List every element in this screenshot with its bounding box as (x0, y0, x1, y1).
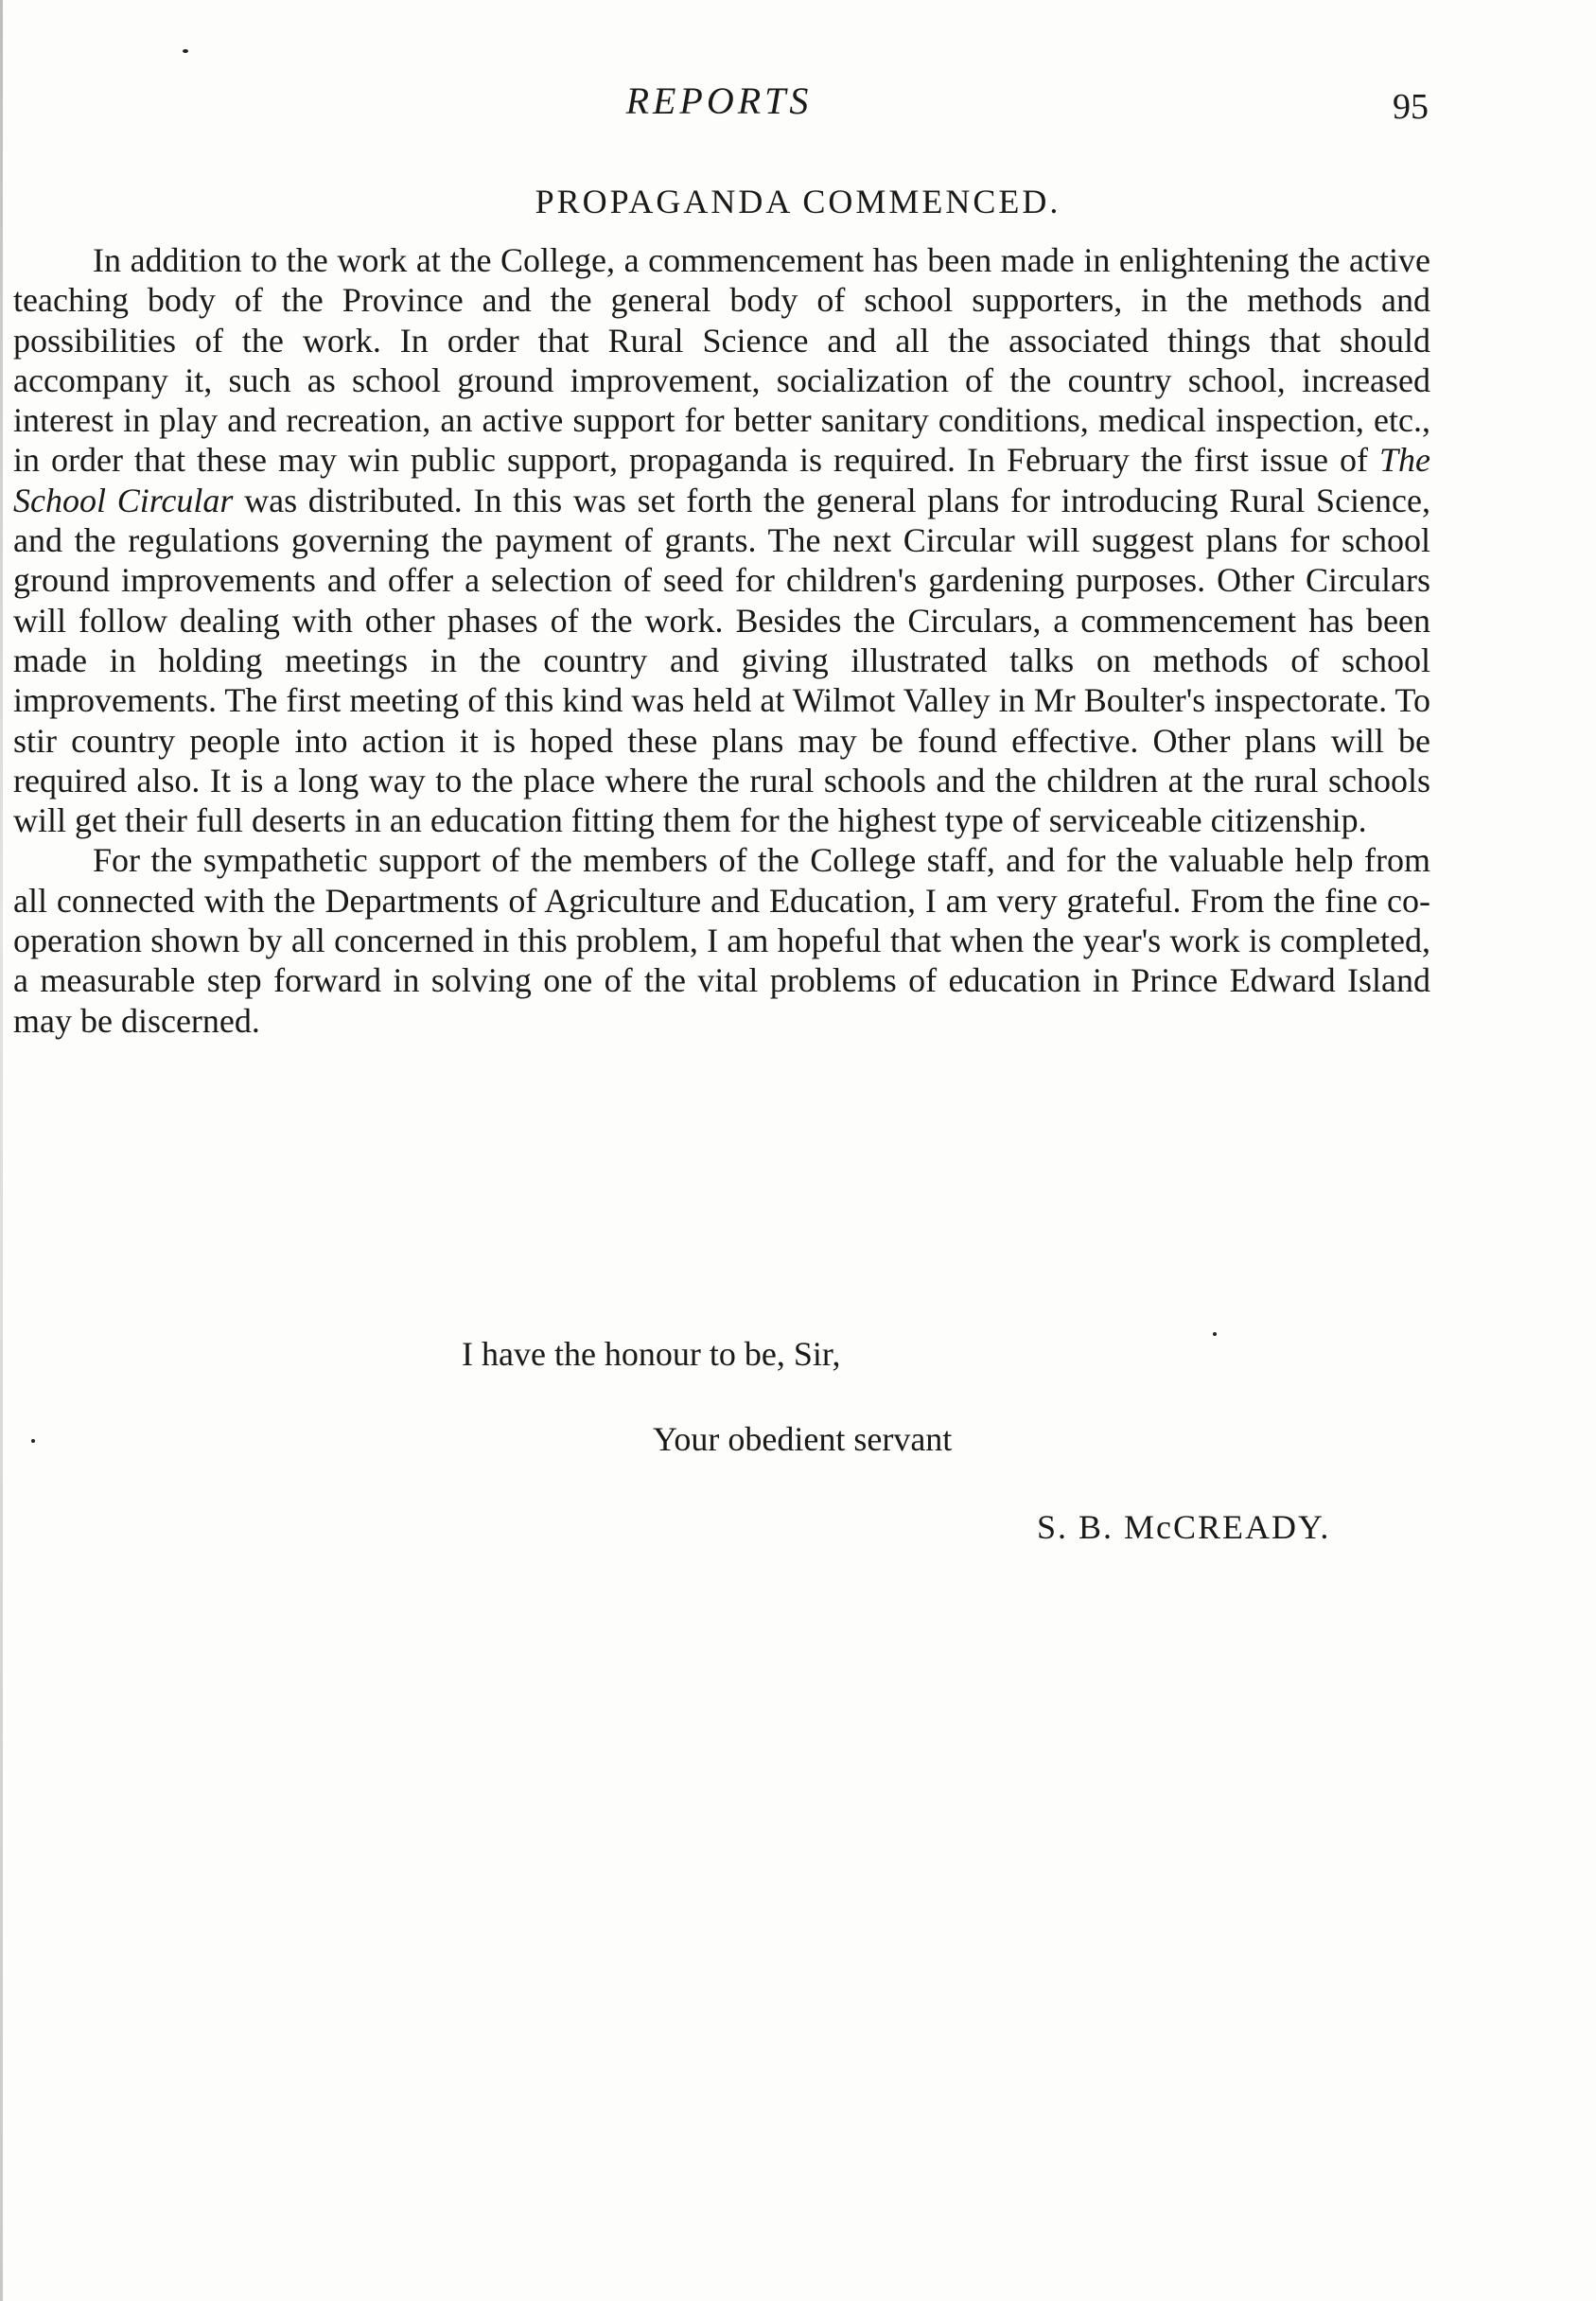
ink-speck (31, 1439, 35, 1443)
closing-salutation: I have the honour to be, Sir, (462, 1335, 841, 1373)
signature-name: S. B. McCREADY. (1037, 1508, 1331, 1546)
closing-valediction: Your obedient servant (653, 1420, 953, 1458)
publication-title: The School Circular (13, 441, 1430, 519)
paragraph-text-before-italic: In addition to the work at the College, a commencement has been made in enlightening the active teaching body of the Province and the general body of school supporters, in the methods and possibilities of the work. In order that Rural Science and all the associated things that should accompany it, such as school ground improvement, socialization of the country school, increased interest in play and recreation, an active support for better sanitary conditions, medical inspection, etc., in order that these may win public support, propaganda is required. In February the first issue of (13, 241, 1430, 480)
page-edge-shadow (0, 0, 3, 2301)
running-header (0, 78, 1596, 125)
body-text (13, 240, 1430, 1041)
ink-speck (183, 49, 188, 53)
running-title: REPORTS (625, 79, 813, 122)
ink-speck (1213, 1332, 1217, 1336)
page-number: 95 (1393, 87, 1429, 127)
paragraph-propaganda (13, 240, 1430, 840)
section-heading: PROPAGANDA COMMENCED. (535, 183, 1061, 220)
paragraph-text-after-italic: was distributed. In this was set forth the general plans for introducing Rural Science, and the regulations governing the payment of grants. The next Circular will suggest plans for school ground improvements and offer a selection of seed for children's gardening purposes. Other Circulars will follow dealing with other phases of the work. Besides the Circulars, a commencement has been made in holding meetings in the country and giving illustrated talks on methods of school improvements. The first meeting of this kind was held at Wilmot Valley in Mr Boulter's inspectorate. To stir country people into action it is hoped these plans may be found effective. Other plans will be required also. It is a long way to the place where the rural schools and the children at the rural schools will get their full deserts in an education fitting them for the highest type of serviceable citizenship. (13, 481, 1430, 840)
paragraph-acknowledgement: For the sympathetic support of the members of the College staff, and for the valuable help from all connected with the Departments of Agriculture and Education, I am very grateful. From the fine co-operation shown by all concerned in this problem, I am hopeful that when the year's work is completed, a measurable step forward in solving one of the vital problems of education in Prince Edward Island may be discerned. (13, 841, 1430, 1040)
